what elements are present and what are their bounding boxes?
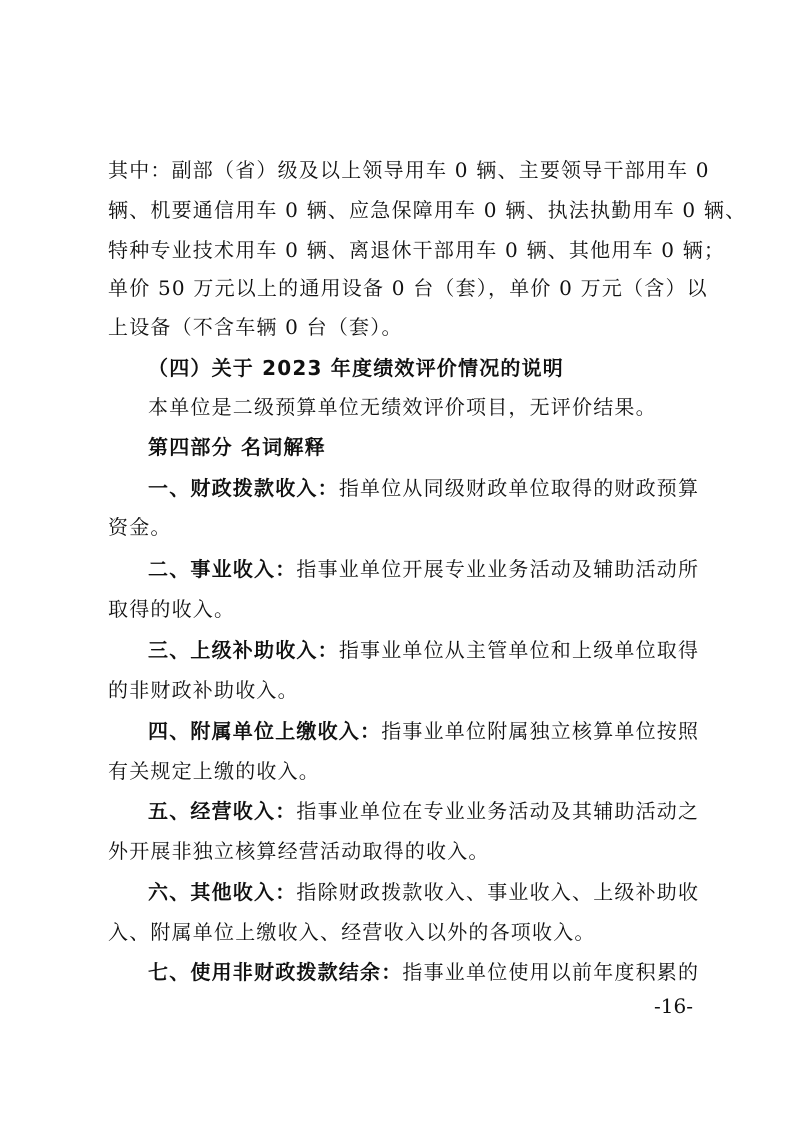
- term-continuation: 取得的收入。: [108, 597, 236, 621]
- text-line: 上设备（不含车辆 0 台（套）。: [108, 315, 403, 339]
- text-line: 单价 50 万元以上的通用设备 0 台（套），单价 0 万元（含）以: [108, 276, 708, 300]
- page-number: -16-: [654, 994, 693, 1018]
- section-body: 本单位是二级预算单位无绩效评价项目，无评价结果。: [148, 395, 657, 419]
- term-label: 一、财政拨款收入：: [148, 476, 339, 500]
- term-entry: [148, 636, 698, 664]
- term-continuation: 有关规定上缴的收入。: [108, 759, 320, 783]
- term-entry: [148, 878, 698, 906]
- term-definition: 指事业单位在专业业务活动及其辅助活动之: [296, 799, 700, 823]
- text-line: 辆、机要通信用车 0 辆、应急保障用车 0 辆、执法执勤用车 0 辆、: [108, 198, 747, 222]
- term-entry: [148, 474, 698, 502]
- term-label: 四、附属单位上缴收入：: [148, 719, 382, 743]
- term-continuation: 入、附属单位上缴收入、经营收入以外的各项收入。: [108, 920, 596, 944]
- term-entry: [148, 555, 698, 583]
- term-label: 二、事业收入：: [148, 557, 297, 581]
- term-continuation: 的非财政补助收入。: [108, 678, 299, 702]
- section-heading: （四）关于 2023 年度绩效评价情况的说明: [148, 356, 564, 380]
- term-continuation: 资金。: [108, 515, 172, 539]
- term-label: 三、上级补助收入：: [148, 638, 339, 662]
- term-entry: [148, 717, 698, 745]
- term-definition: 指单位从同级财政单位取得的财政预算: [338, 476, 700, 500]
- term-definition: 指事业单位开展专业业务活动及辅助活动所: [296, 557, 700, 581]
- part-heading: 第四部分 名词解释: [148, 435, 326, 459]
- term-label: 七、使用非财政拨款结余：: [148, 960, 403, 984]
- term-label: 五、经营收入：: [148, 799, 297, 823]
- term-entry: [148, 958, 698, 986]
- text-line: 特种专业技术用车 0 辆、离退休干部用车 0 辆、其他用车 0 辆；: [108, 238, 726, 262]
- term-continuation: 外开展非独立核算经营活动取得的收入。: [108, 839, 490, 863]
- term-entry: [148, 797, 698, 825]
- term-label: 六、其他收入：: [148, 880, 297, 904]
- term-definition: 指事业单位使用以前年度积累的: [402, 960, 700, 984]
- term-definition: 指事业单位附属独立核算单位按照: [381, 719, 700, 743]
- term-definition: 指除财政拨款收入、事业收入、上级补助收: [296, 880, 700, 904]
- text-line: 其中：副部（省）级及以上领导用车 0 辆、主要领导干部用车 0: [108, 158, 710, 182]
- term-definition: 指事业单位从主管单位和上级单位取得: [338, 638, 700, 662]
